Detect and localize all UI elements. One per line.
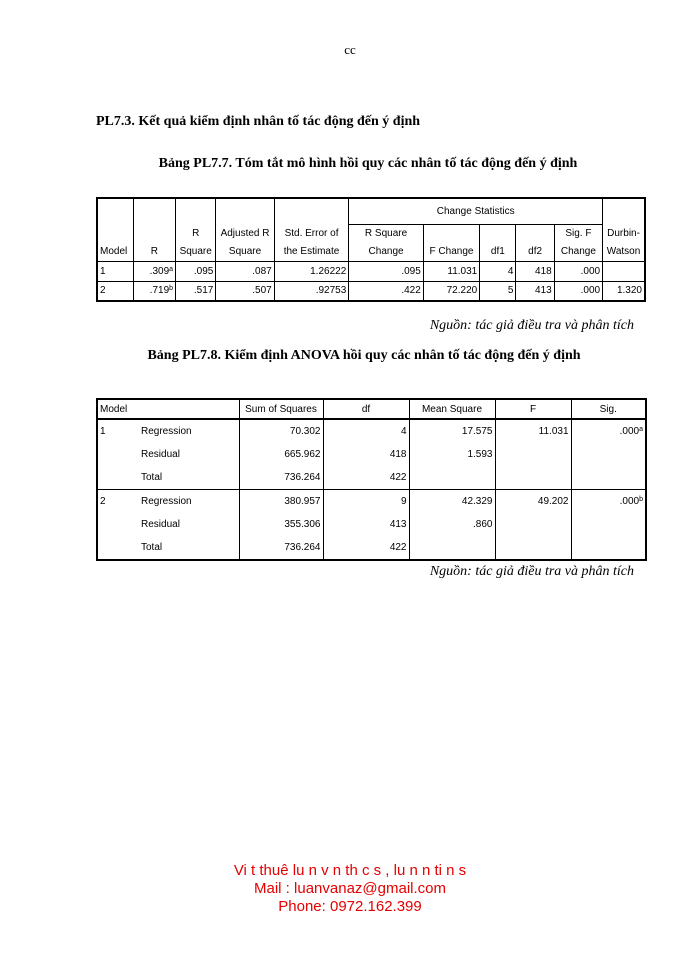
footer-phone[interactable]: Phone: 0972.162.399 <box>278 898 422 915</box>
sig-f-change-cell: .000 <box>554 261 602 281</box>
adjusted-r-header-top: Adjusted R <box>216 224 274 242</box>
sig-f-change-cell: .000 <box>554 281 602 301</box>
durbin-watson-header-top: Durbin- <box>603 224 645 242</box>
df-cell: 418 <box>323 443 409 466</box>
model-cell: 2 <box>97 281 133 301</box>
table-row <box>97 261 645 281</box>
change-statistics-header: Change Statistics <box>349 198 603 224</box>
table-row <box>97 536 646 560</box>
header-cell <box>133 198 175 224</box>
sum-of-squares-cell: 70.302 <box>239 419 323 443</box>
source-cell: Total <box>139 536 239 560</box>
header-cell <box>603 198 645 224</box>
model-cell: 1 <box>97 419 139 443</box>
r-square-cell: .517 <box>176 281 216 301</box>
r-cell: .309$^a$ <box>133 261 175 281</box>
mean-square-cell: .860 <box>409 513 495 536</box>
footer-ad-line: Vi t thuê lu n v n th c s , lu n n ti n s <box>233 862 467 879</box>
sig-f-header-bottom: Change <box>554 242 602 261</box>
mean-square-cell: 42.329 <box>409 490 495 514</box>
f-header: F <box>495 399 571 419</box>
model-cell <box>97 443 139 466</box>
r-square-cell: .095 <box>176 261 216 281</box>
df-header: df <box>323 399 409 419</box>
r-square-change-header-top: R Square <box>349 224 424 242</box>
sum-of-squares-header: Sum of Squares <box>239 399 323 419</box>
sum-of-squares-cell: 355.306 <box>239 513 323 536</box>
df2-cell: 418 <box>516 261 554 281</box>
header-cell <box>133 224 175 242</box>
df-cell: 9 <box>323 490 409 514</box>
model-cell: 2 <box>97 490 139 514</box>
table-row <box>97 281 645 301</box>
adjusted-r-square-cell: .507 <box>216 281 274 301</box>
model-header: Model <box>97 242 133 261</box>
mean-square-cell <box>409 536 495 560</box>
f-cell <box>495 513 571 536</box>
mean-square-cell: 1.593 <box>409 443 495 466</box>
footer-email[interactable]: Mail : luanvanaz@gmail.com <box>254 880 446 897</box>
header-cell <box>216 198 274 224</box>
durbin-watson-cell: 1.320 <box>603 281 645 301</box>
durbin-watson-cell <box>603 261 645 281</box>
mean-square-cell: 17.575 <box>409 419 495 443</box>
df1-header: df1 <box>480 242 516 261</box>
f-cell <box>495 466 571 490</box>
model-header: Model <box>97 399 139 419</box>
sum-of-squares-cell: 665.962 <box>239 443 323 466</box>
df2-header: df2 <box>516 242 554 261</box>
f-cell <box>495 443 571 466</box>
sum-of-squares-cell: 380.957 <box>239 490 323 514</box>
model-summary-table <box>96 197 646 302</box>
header-cell <box>97 224 133 242</box>
header-cell <box>274 198 349 224</box>
model-cell: 1 <box>97 261 133 281</box>
table2-source-note: Nguồn: tác giả điều tra và phân tích <box>429 564 634 579</box>
sig-header: Sig. <box>571 399 646 419</box>
table-row <box>97 443 646 466</box>
f-cell <box>495 536 571 560</box>
r-square-change-cell: .422 <box>349 281 424 301</box>
model-cell <box>97 466 139 490</box>
table2-caption: Bảng PL7.8. Kiểm định ANOVA hồi quy các nhân tố tác động đến ý định <box>147 348 581 363</box>
table-row <box>97 513 646 536</box>
table-row <box>97 490 646 514</box>
source-cell: Regression <box>139 419 239 443</box>
model-cell <box>97 536 139 560</box>
df1-cell: 5 <box>480 281 516 301</box>
sig-cell: .000$^b$ <box>571 490 646 514</box>
df-cell: 413 <box>323 513 409 536</box>
r-header: R <box>133 242 175 261</box>
sum-of-squares-cell: 736.264 <box>239 466 323 490</box>
r-cell: .719$^b$ <box>133 281 175 301</box>
table-row <box>97 419 646 443</box>
std-error-header-top: Std. Error of <box>274 224 349 242</box>
source-cell: Total <box>139 466 239 490</box>
source-cell: Residual <box>139 443 239 466</box>
page-header: cc <box>344 42 356 57</box>
durbin-watson-header-bottom: Watson <box>603 242 645 261</box>
header-cell <box>423 224 479 242</box>
source-cell: Residual <box>139 513 239 536</box>
df-cell: 422 <box>323 466 409 490</box>
mean-square-cell <box>409 466 495 490</box>
f-cell: 49.202 <box>495 490 571 514</box>
header-cell <box>480 224 516 242</box>
table-row <box>97 466 646 490</box>
table1-source-note: Nguồn: tác giả điều tra và phân tích <box>429 318 634 333</box>
sig-f-header-top: Sig. F <box>554 224 602 242</box>
header-cell <box>516 224 554 242</box>
sum-of-squares-cell: 736.264 <box>239 536 323 560</box>
table1-caption: Bảng PL7.7. Tóm tắt mô hình hồi quy các nhân tố tác động đến ý định <box>158 156 578 171</box>
section-title: PL7.3. Kết quả kiểm định nhân tố tác động đến ý định <box>96 114 421 129</box>
f-cell: 11.031 <box>495 419 571 443</box>
adjusted-r-square-cell: .087 <box>216 261 274 281</box>
mean-square-header: Mean Square <box>409 399 495 419</box>
sig-cell: .000$^a$ <box>571 419 646 443</box>
model-cell <box>97 513 139 536</box>
sig-cell <box>571 513 646 536</box>
df2-cell: 413 <box>516 281 554 301</box>
df-cell: 4 <box>323 419 409 443</box>
r-square-header-bottom: Square <box>176 242 216 261</box>
sig-cell <box>571 443 646 466</box>
r-square-header-top: R <box>176 224 216 242</box>
sig-cell <box>571 466 646 490</box>
source-cell: Regression <box>139 490 239 514</box>
sig-cell <box>571 536 646 560</box>
std-error-header-bottom: the Estimate <box>274 242 349 261</box>
header-cell <box>139 399 239 419</box>
adjusted-r-header-bottom: Square <box>216 242 274 261</box>
f-change-header: F Change <box>423 242 479 261</box>
df-cell: 422 <box>323 536 409 560</box>
r-square-change-cell: .095 <box>349 261 424 281</box>
r-square-change-header-bottom: Change <box>349 242 424 261</box>
std-error-cell: 1.26222 <box>274 261 349 281</box>
header-cell <box>97 198 133 224</box>
df1-cell: 4 <box>480 261 516 281</box>
header-cell <box>176 198 216 224</box>
anova-table <box>96 398 647 561</box>
std-error-cell: .92753 <box>274 281 349 301</box>
f-change-cell: 72.220 <box>423 281 479 301</box>
f-change-cell: 11.031 <box>423 261 479 281</box>
